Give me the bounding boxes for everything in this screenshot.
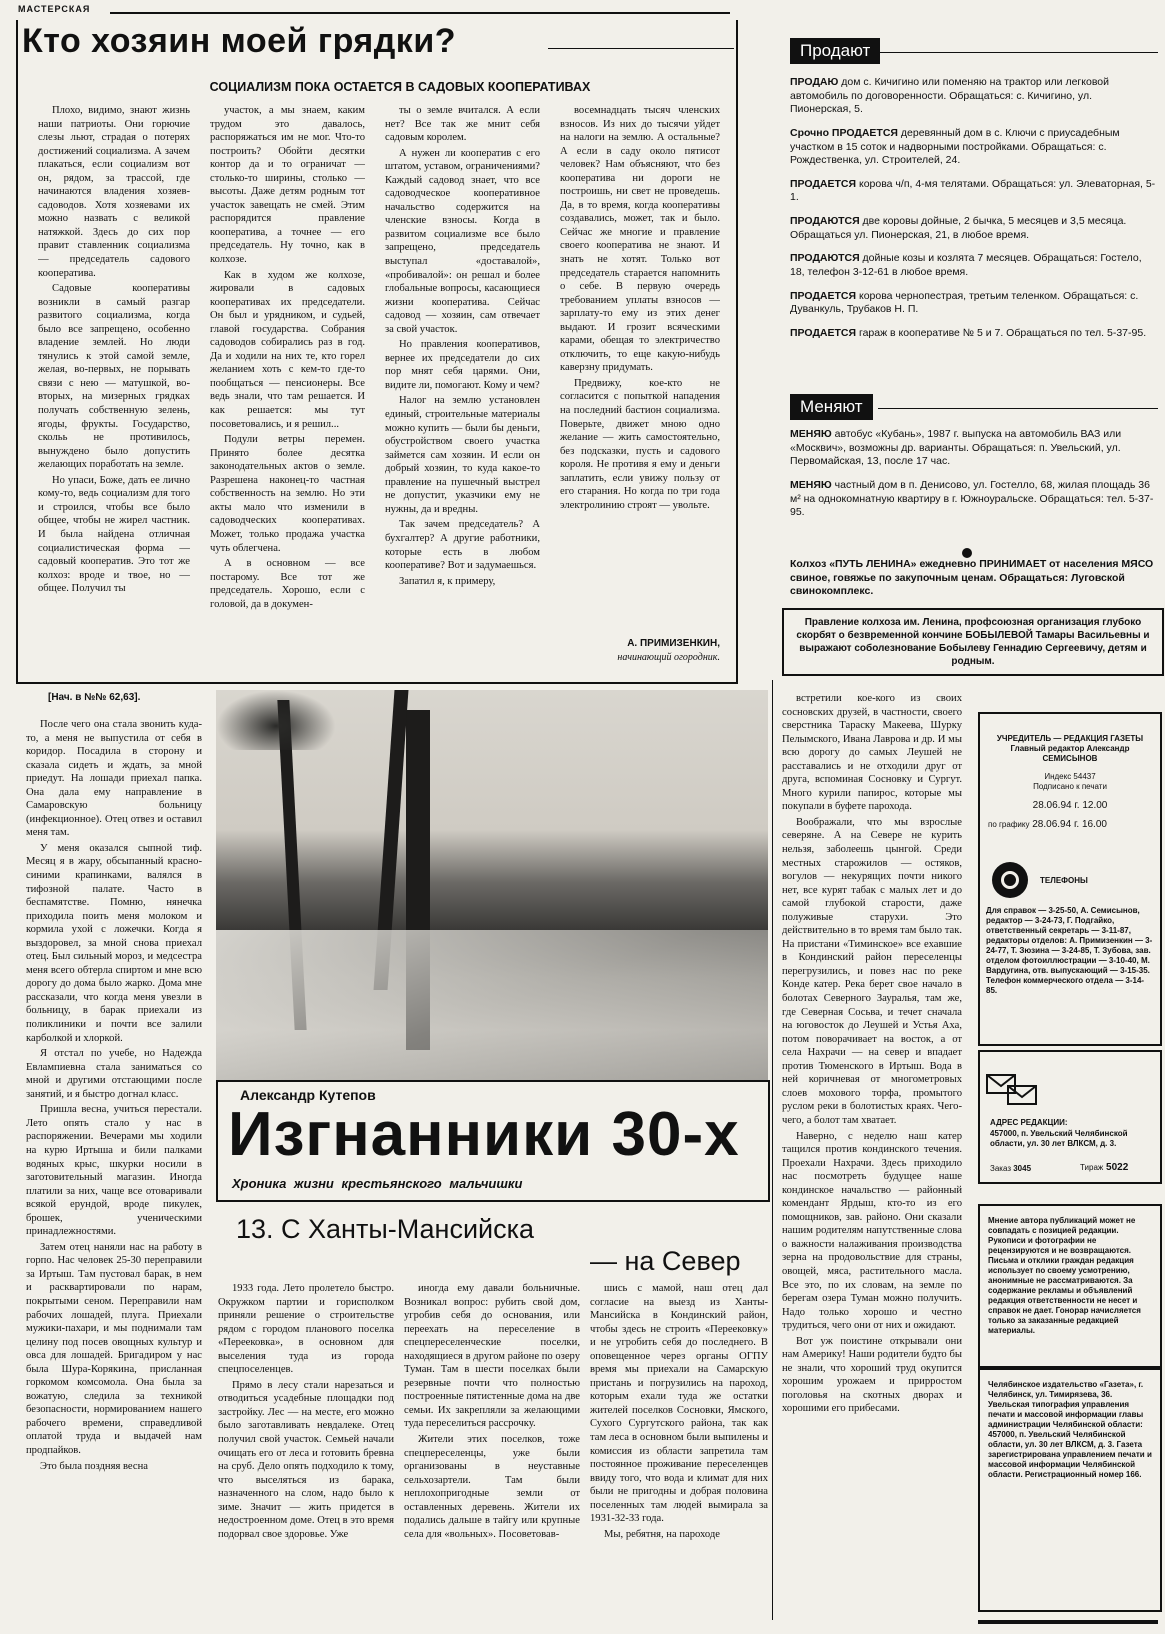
disclaimer-box xyxy=(978,1204,1162,1368)
paragraph: Вот уж поистине открывали они нам Америку! Наши родители будто бы не знали, что хороший труд окупится хорошим урожаем и прирростом поголовья на скотных дворах и хорошими его прибесами. xyxy=(782,1335,962,1415)
sidebar-rule xyxy=(772,680,773,1620)
continued-note: [Нач. в №№ 62,63]. xyxy=(48,692,141,703)
story-subtitle: Хроника жизни крестьянского мальчишки xyxy=(232,1176,523,1191)
title-rule xyxy=(548,48,734,49)
phones-title: ТЕЛЕФОНЫ xyxy=(1040,876,1088,885)
envelope-icon xyxy=(986,1074,1038,1106)
story-bottom-col-3 xyxy=(590,1282,768,1622)
masthead-fragment: МАСТЕРСКАЯ xyxy=(18,4,91,14)
ad-item: Срочно ПРОДАЕТСЯ деревянный дом в с. Ключи с приусадебным участком в 15 соток и надворными постройками. Обращаться: с. Рождественка, ул. Строителей, 24. xyxy=(790,126,1120,167)
forest-photo xyxy=(216,690,768,1090)
story-bottom-col-1 xyxy=(218,1282,394,1622)
paragraph: У меня оказался сыпной тиф. Месяц я в жару, обсыпанный красно-синими крапинками, валялся в тифозной палате. Часто в беспамятстве. Помню, нянечка приходила поить меня молоком и кормила ухой с ложечки. Когда я выздоровел, за мной снова приехал отец. Был сильный мороз, и медсестра меня всего обтерла спиртом и мне всю дорогу до дома было жарко. Дома мне рассказали, что когда меня увезли в больницу, в барак приехали из поликлиники и почти все залили карболкой и хлоркой. xyxy=(26,842,202,1044)
address-text: 457000, п. Увельский Челябинской области, ул. 30 лет ВЛКСМ, д. 3. xyxy=(990,1129,1128,1148)
ad-item: ПРОДАЮТСЯ дойные козы и козлята 7 месяцев. Обращаться: Гостело, 18, телефон 3-12-61 в любое время. xyxy=(790,252,1142,279)
paragraph: 1933 года. Лето пролетело быстро. Окружком партии и горисполком приняли решение о строительстве рядом с городом планового поселка «Переековка», в основном для выселения туда из города спецпоселенцев. xyxy=(218,1283,394,1376)
article-subtitle: СОЦИАЛИЗМ ПОКА ОСТАЕТСЯ В САДОВЫХ КООПЕРАТИВАХ xyxy=(209,80,591,94)
paragraph: Наверно, с неделю наш катер тащился против кондинского течения. Проехали Нахрачи. Здесь приходило нас посмотреть будущее наше кондинское начальство — районный комендант Ярдыш, кто-то из его помощников, зав. районо. Они сказали нашим родителям напутственные слова о важности налаживания производства зерна на продовольствие для страны, овощей, мяса, растительного масла. Все это, по их словам, на земле по берегам озера Туман можно получить. Надо только хорошо и честно трудиться, чего они от них и ожидают. xyxy=(782,1130,962,1332)
imprint-box xyxy=(978,712,1162,1046)
sell-rule xyxy=(880,52,1158,53)
founder-title: УЧРЕДИТЕЛЬ — РЕДАКЦИЯ ГАЗЕТЫ xyxy=(996,734,1144,743)
paragraph: иногда ему давали больничные. Возникал вопрос: рубить свой дом, угробив себя до основания, или переехать на переселение в спецпереселенческие поселки, находящиеся в другом районе по озеру Туман. Там в шести поселках были резервные почти что полностью построенные пятистенные дома на две семьи. Их закрепляли за желающими туда переселиться рассрочку. xyxy=(404,1283,580,1430)
pine-crown xyxy=(216,690,336,750)
paragraph: А в основном — все постарому. Все тот же председатель. Хорошо, если с головой, да в докумен- xyxy=(210,558,365,610)
paragraph: После чего она стала звонить куда-то, а меня не выпустила от себя в коридор. Посадила в сторону и сказала сидеть и ждать, за мной приедут. На лошади приехал папка. Она дала ему направление в Самаровскую больницу (инфекционное). Отец отвез и оставил меня там. xyxy=(26,719,202,839)
sign-date-1: 28.06.94 г. 12.00 xyxy=(1032,800,1108,811)
swap-tag-label: Меняют xyxy=(790,394,873,420)
paragraph: шись с мамой, наш отец дал согласие на выезд из Ханты-Мансийска в Кондинский район, чтобы здесь не строить «Переековку» и не угробить себя до последнего. В оповещенное через органы ОГПУ время мы приехали на Самарскую пристань и погрузились на пароход, которым ехали туда же остатки жителей поселков Сосновки, Ямского, Сухого Сургутского района, так как там леса в основном были выпилены и комиссия из области запретила там постоянное проживание переселенцев ввиду того, что вода и климат для них были не пригодны и добрая половина поселенных там людей вымирала за 1931-32-33 года. xyxy=(590,1283,768,1525)
paragraph: Я отстал по учебе, но Надежда Евлампиевна стала заниматься со мной и другими отстающими после занятий, и я быстро догнал класс. xyxy=(26,1048,202,1100)
article-signature: А. ПРИМИЗЕНКИН, xyxy=(627,638,720,649)
snow-ground xyxy=(216,930,768,1090)
publisher-box xyxy=(978,1368,1162,1612)
sell-tag xyxy=(790,38,880,64)
chapter-heading-line1: 13. С Ханты-Мансийска xyxy=(236,1214,535,1244)
ad-item: ПРОДАЮ дом с. Кичигино или поменяю на трактор или легковой автомобиль по договоренности. Обращаться: с. Кичигино, ул. Пионерская, 5. xyxy=(790,76,1109,116)
ad-item: ПРОДАЕТСЯ корова чернопестрая, третьим теленком. Обращаться: с. Дуванкуль, Трубаков Н. П. xyxy=(790,289,1139,316)
paragraph: Как в худом же колхозе, жировали в садовых кооперативах их председатели. Он был и урядником, и судьей, главой государства. Собрания садоводов собирались раз в год. Да и ходили на них те, кто горел желанием хоть с кем-то где-то пообщаться — пенсионеры. Все ведь знали, что там решается. И как решается: мы тут посоветовались, и я решил... xyxy=(210,269,365,430)
bullet-dot xyxy=(962,548,972,558)
story-right-col xyxy=(782,692,962,1622)
telephone-icon xyxy=(992,862,1028,898)
paragraph: участок, а мы знаем, каким трудом это давалось, распоряжаться им не мог. Что-то построить? Обойти десятки контор да и то ограничат — столько-то ширины, столько — высоты. Даже детям родным тот участок завещать не смей. Этим распорядится правление кооператива, а точнее — его председатель. Ну точно, как в колхозе. xyxy=(210,105,365,266)
article-col-1 xyxy=(38,104,190,674)
swap-tag xyxy=(790,394,873,420)
sign-line: Подписано к печати xyxy=(1033,782,1107,791)
paragraph: Прямо в лесу стали нарезаться и отводиться усадебные площадки под застройку. Лес — на месте, его можно было заготавливать невдалеке. Отец получил свой участок. Семьей начали очищать его от леса и готовить бревна на сруб. Дело опять подходило к тому, что выселяться из барака, назначенного на слом, надо было к зиме. Значит — жить придется в недостроенном доме. Отец в это время подорвал свое здоровье. Уже xyxy=(218,1379,394,1540)
paragraph: Плохо, видимо, знают жизнь наши патриоты. Они горючие слезы льют, страдая о потерях достижений социализма. А зачем плакаться, если социализм вот он, рядом, за трассой, где начинаются владения хозяев-садоводов. Хотя хозяевами их можно назвать с великой натяжкой. Здесь до сих пор правит ставленник социализма — председатель садового кооператива. xyxy=(38,105,190,279)
ad-item: ПРОДАЕТСЯ гараж в кооперативе № 5 и 7. Обращаться по тел. 5-37-95. xyxy=(790,326,1147,339)
article-signature-role: начинающий огородник. xyxy=(617,652,720,663)
paragraph: Садовые кооперативы возникли в самый разгар развитого социализма, когда было все запрещено, особенно владение землей. Но люди тянулись к этой самой земле, желая, во-первых, не порывать связи с нею — матушкой, во-вторых, на мизерных грядках получать собственную зелень, ягоды, фрукты. Государство, скольь не противилось, вынуждено было допустить желающих поработать на земле. xyxy=(38,283,190,471)
paragraph: Но правления кооперативов, вернее их председатели до сих пор мнят себя царями. Они, видите ли, помогают. Кому и чем? xyxy=(385,339,540,391)
disclaimer-text: Мнение автора публикаций может не совпадать с позицией редакции. Рукописи и фотографии не рецензируются и не возвращаются. Письма и отклики граждан редакция использует по своему усмотрению, анонимные не рассматриваются. За содержание рекламы и объявлений редакция ответственности не несет и справок не дает. Гонорар начисляется только за заказанные редакцией материалы. xyxy=(988,1216,1141,1335)
article-col-3 xyxy=(385,104,540,674)
paragraph: Пришла весна, учиться перестали. Лето опять стало у нас в распоряжении. Вечерами мы ходили на курю Иртыша и били палками водяных крыс, шкурки носили в заготовительный магазин. Иногда платили за них, чаще все отоваривали всякой ерундой, вроде пикулек, брошек, ученическими принадлежностями. xyxy=(26,1104,202,1238)
bottom-rule xyxy=(978,1620,1158,1624)
paragraph: Но упаси, Боже, дать ее лично кому-то, ведь социализм для того и строился, чтобы все было общее, чтобы не жирел частник. И была найдена отличная социалистическая форма — садовый кооператив. Это тот же колхоз: вроде и твое, но — общее. Получил ты xyxy=(38,474,190,595)
paragraph: Это была поздняя весна xyxy=(40,1460,148,1472)
sell-ads xyxy=(790,76,1156,351)
article-col-4 xyxy=(560,104,720,634)
obituary: Правление колхоза им. Ленина, профсоюзная организация глубоко скорбят о безвременной кончине БОБЫЛЕВОЙ Тамары Васильевны и выражают соболезнование Бобылеву Геннадию Сергеевичу, детям и родным. xyxy=(782,608,1164,676)
top-rule xyxy=(110,12,730,14)
paragraph: Мы, ребятня, на пароходе xyxy=(604,1528,720,1540)
chapter-heading-line2: — на Север xyxy=(590,1246,741,1276)
story-bottom-col-2 xyxy=(404,1282,580,1622)
ad-item: МЕНЯЮ частный дом в п. Денисово, ул. Гостелло, 68, жилая площадь 36 м² на однокомнатную квартиру в г. Южноуральске. Обращаться: тел. 5-37-95. xyxy=(790,478,1154,519)
paragraph: Предвижу, кое-кто не согласится с попыткой нападения на последний бастион социализма. Поверьте, движет мною одно желание — жить самостоятельно, без подсказки, пусть и садового короля. Не противя я ему и деньги заплатить, если увижу пользу от его старания. Но когда по три года электролинию строят — увольте. xyxy=(560,377,720,511)
ad-item: ПРОДАЮТСЯ две коровы дойные, 2 бычка, 5 месяцев и 3,5 месяца. Обращаться ул. Пионерская, 21, в любое время. xyxy=(790,215,1127,241)
paragraph: Затем отец наняли нас на работу в горпо. Нас человек 25-30 переправили за Иртыш. Там пустовал барак, в нем и расквартировали по нарам, покрытыми сеном. Переправили нам рабочих лошадей, плуга. Приехали мужики-пахари, и мы поднимали там целину под посев овощных культур и овса для лошадей. Бригадиром у нас была Шура-Корякина, присланная горкомом комсомола. Она была за вожатую, следила за техникой безопасности, нормированием нашего рабочего времени, справедливой оплатой труда и выдачей нам продпайков. xyxy=(26,1241,202,1456)
paragraph: Воображали, что мы взрослые северяне. А на Севере не курить нельзя, заболеешь цынгой. Среди местных старожилов — остяков, вогулов — некурящих почти никого нет, все курят табак с малых лет и до самой глубокой старости, даже полуживые старухи. Это действительно в то время там было так. На пристани «Тиминское» все ехавшие в Кондинский район переселенцы перегрузились, и повез нас по реке Конде катер. Река берет свое начало в болотах Северного Зауралья, там же, где Северная Сосьва, и течет сначала на юговосток до Леушей и Устья Аха, потом поворачивает на восток, а от села Нахрачи — на север и впадает против Тюменского в Иртыш. Вода в ней коричневая от многометровых слоев мохового торфа, промытого руслом реки в болотистых краях. Чего-чего, а болот там хватает. xyxy=(782,816,962,1126)
order-number: Заказ 3045 xyxy=(990,1164,1032,1173)
paragraph: восемнадцать тысяч членских взносов. Из них до тысячи уйдет на налоги на землю. А остальные? А если в саду около пятисот человек? Нам объясняют, что без кооператива ни дороги не построишь, ни свет не проведешь. Да, в то время, когда кооперативы создавались, может, так и было. Сейчас же многие и правление своего кооператива не знают. И знать не хотят. Только вот председатель старается напомнить о себе. В первую очередь требованием уплаты взносов — зарплату-то ему из этих денег выдают. И грозит всяческими карами, обещая то электричество отключить, то еще какую-нибудь каверзну придумать. xyxy=(560,105,720,374)
article-title: Кто хозяин моей грядки? xyxy=(22,22,456,60)
story-title: Изгнанники 30-х xyxy=(228,1100,740,1169)
publisher-text: Челябинское издательство «Газета», г. Челябинск, ул. Тимирязева, 36. Увельская типография управления печати и массовой информации главы администрации Челябинской области: 457000, п. Увельский Челябинской области, ул. 30 лет ВЛКСМ, д. 3. Газета зарегистрирована управлением печати и массовой информации Челябинской области. Регистрационный номер 166. xyxy=(988,1380,1152,1479)
paragraph: Подули ветры перемен. Принято более десятка законодательных актов о земле. Разрешена наконец-то частная собственность на землю. Но эти акты мало что изменили в садоводческих кооперативах. Может, только продажа участка чуть облегчена. xyxy=(210,434,365,554)
article-col-2 xyxy=(210,104,365,674)
paragraph: встретили кое-кого из своих сосновских друзей, в частности, своего сверстника Тараску Макеева, Шурку Пелымского, Ивана Лаврова и др. И мы всю дорогу до самых Леушей не расставались и не отходили друг от друга, вспоминая Сосновку и Сургут. Много курили папирос, которые мы покупали в буфете парохода. xyxy=(782,693,962,813)
paragraph: А нужен ли кооператив с его штатом, уставом, ограничениями? Каждый садовод знает, что все садоводческое кооперативное начальство содержится на членские взносы. Когда в развитом социализме все было запрещено, председатель выступал «доставалой», «пробивалой»: он решал и более глобальные вопросы, касающиеся жизни кооператива. Сейчас садовод — хозяин, сам отвечает за свой участок. xyxy=(385,147,540,335)
paragraph: Жители этих поселков, тоже спецпереселенцы, уже были организованы в неуставные сельхозартели. Там были неплохопригодные земли от оставленных деревень. Жители их подались дальше в тайгу или крупные села для «вольных». Посоветовав- xyxy=(404,1434,580,1540)
paragraph: Запатил я, к примеру, xyxy=(399,575,496,587)
address-box xyxy=(978,1050,1162,1184)
paragraph: Налог на землю установлен единый, строительные материалы можно купить — были бы деньги, обустройством своего участка займется сам хозяин. И если он добрый хозяин, то куда какое-то правление на пушечный выстрел не допустит, указчики ему не нужны, да и вредны. xyxy=(385,395,540,515)
sign-date-2: по графику 28.06.94 г. 16.00 xyxy=(988,818,1107,830)
ad-item: ПРОДАЕТСЯ корова ч/п, 4-мя телятами. Обращаться: ул. Элеваторная, 5-1. xyxy=(790,177,1156,204)
story-author: Александр Кутепов xyxy=(240,1087,376,1103)
paragraph: Так зачем председатель? А бухгалтер? А другие работники, которые есть в любом кооперативе? Вот и задумаешься. xyxy=(385,519,540,572)
story-left-col xyxy=(26,718,202,1618)
phones-text: Для справок — 3-25-50, А. Семисынов, редактор — 3-24-73, Г. Подгайко, ответственный секретарь — 3-11-87, редакторы отделов: А. Примизенкин — 3-24-77, Т. Зюзина — 3-24-85, Т. Зубова, зав. отделом фотоиллюстрации — 3-10-40, М. Вардугина, отв. выпускающий — 3-15-35. Телефон коммерческого отдела — 3-14-85. xyxy=(986,906,1153,995)
editor-line: Главный редактор Александр СЕМИСЫНОВ xyxy=(1010,744,1130,763)
print-run: Тираж 5022 xyxy=(1080,1162,1129,1173)
index-line: Индекс 54437 xyxy=(1044,772,1096,781)
swap-rule xyxy=(878,408,1158,409)
swap-ads xyxy=(790,428,1156,530)
ad-item: МЕНЯЮ автобус «Кубань», 1987 г. выпуска на автомобиль ВАЗ или «Москвич», возможны др. варианты. Обращаться: п. Увельский, ул. Первомайская, 13, после 17 час. xyxy=(790,428,1122,468)
kolkhoz-ad: Колхоз «ПУТЬ ЛЕНИНА» ежедневно ПРИНИМАЕТ от населения МЯСО свиное, говяжье по закупочным ценам. Обращаться: Луговской свинокомплекс. xyxy=(790,558,1154,598)
address-title: АДРЕС РЕДАКЦИИ: xyxy=(990,1118,1068,1127)
paragraph: ты о земле вчитался. А если нет? Все так же мнит себя садовым королем. xyxy=(385,105,540,144)
sell-tag-label: Продают xyxy=(790,38,880,64)
